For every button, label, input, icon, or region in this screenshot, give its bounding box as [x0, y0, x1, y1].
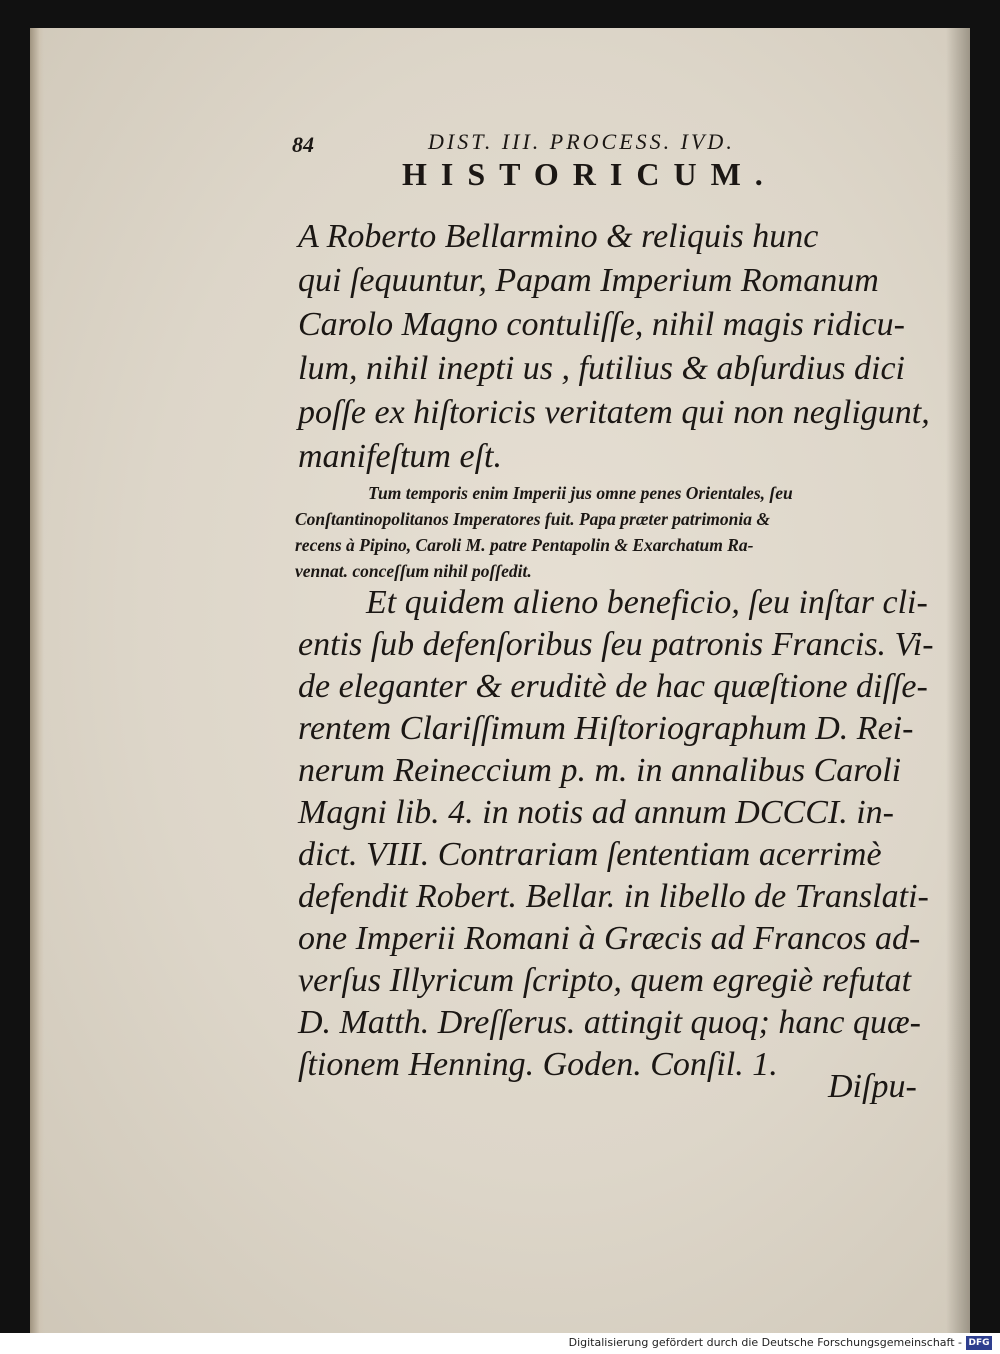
note-line: recens à Pipino, Caroli M. patre Pentapolin & Exarchatum Ra-: [295, 535, 754, 555]
footer-credit: Digitalisierung gefördert durch die Deutsche Forschungsgemeinschaft -: [568, 1336, 962, 1349]
page-number: 84: [292, 132, 314, 157]
body-line: rentem Clariſſimum Hiſtoriographum D. Rei-: [298, 710, 914, 747]
body-line: defendit Robert. Bellar. in libello de Translati-: [298, 878, 929, 915]
body-line: ſtionem Henning. Goden. Conſil. 1.: [298, 1046, 778, 1083]
body-line: D. Matth. Dreſſerus. attingit quoq; hanc quæ-: [298, 1004, 921, 1041]
body-line: Magni lib. 4. in notis ad annum DCCCI. in-: [298, 794, 894, 831]
body-line: Et quidem alieno beneficio, ſeu inſtar cli-: [366, 584, 928, 621]
footer-bar: [0, 1333, 1000, 1354]
body-line: Carolo Magno contuliſſe, nihil magis ridicu-: [298, 306, 905, 343]
note-line: Tum temporis enim Imperii jus omne penes Orientales, ſeu: [368, 483, 793, 503]
dfg-logo: DFG: [966, 1336, 992, 1350]
body-line: entis ſub defenſoribus ſeu patronis Francis. Vi-: [298, 626, 934, 663]
body-line: A Roberto Bellarmino & reliquis hunc: [298, 218, 819, 255]
note-line: Conſtantinopolitanos Imperatores fuit. Papa præter patrimonia &: [295, 509, 771, 529]
note-line: vennat. conceſſum nihil poſſedit.: [295, 561, 532, 581]
section-title: HISTORICUM.: [402, 156, 777, 192]
body-line: lum, nihil inepti us , futilius & abſurdius dici: [298, 350, 905, 387]
page-spine-shadow: [30, 28, 44, 1333]
body-line: dict. VIII. Contrariam ſententiam acerrimè: [298, 836, 882, 873]
body-line: qui ſequuntur, Papam Imperium Romanum: [298, 262, 879, 299]
book-page: [30, 28, 970, 1333]
catchword: Diſpu-: [828, 1068, 917, 1105]
body-line: poſſe ex hiſtoricis veritatem qui non negligunt,: [298, 394, 930, 431]
body-line: manifeſtum eſt.: [298, 438, 502, 475]
body-line: verſus Illyricum ſcripto, quem egregiè refutat: [298, 962, 912, 999]
body-line: nerum Reineccium p. m. in annalibus Caroli: [298, 752, 902, 789]
body-line: one Imperii Romani à Græcis ad Francos ad-: [298, 920, 921, 957]
body-line: de eleganter & eruditè de hac quæſtione diſſe-: [298, 668, 928, 705]
page-edge-shadow: [946, 28, 970, 1333]
running-header: DIST. III. PROCESS. IVD.: [428, 129, 735, 154]
